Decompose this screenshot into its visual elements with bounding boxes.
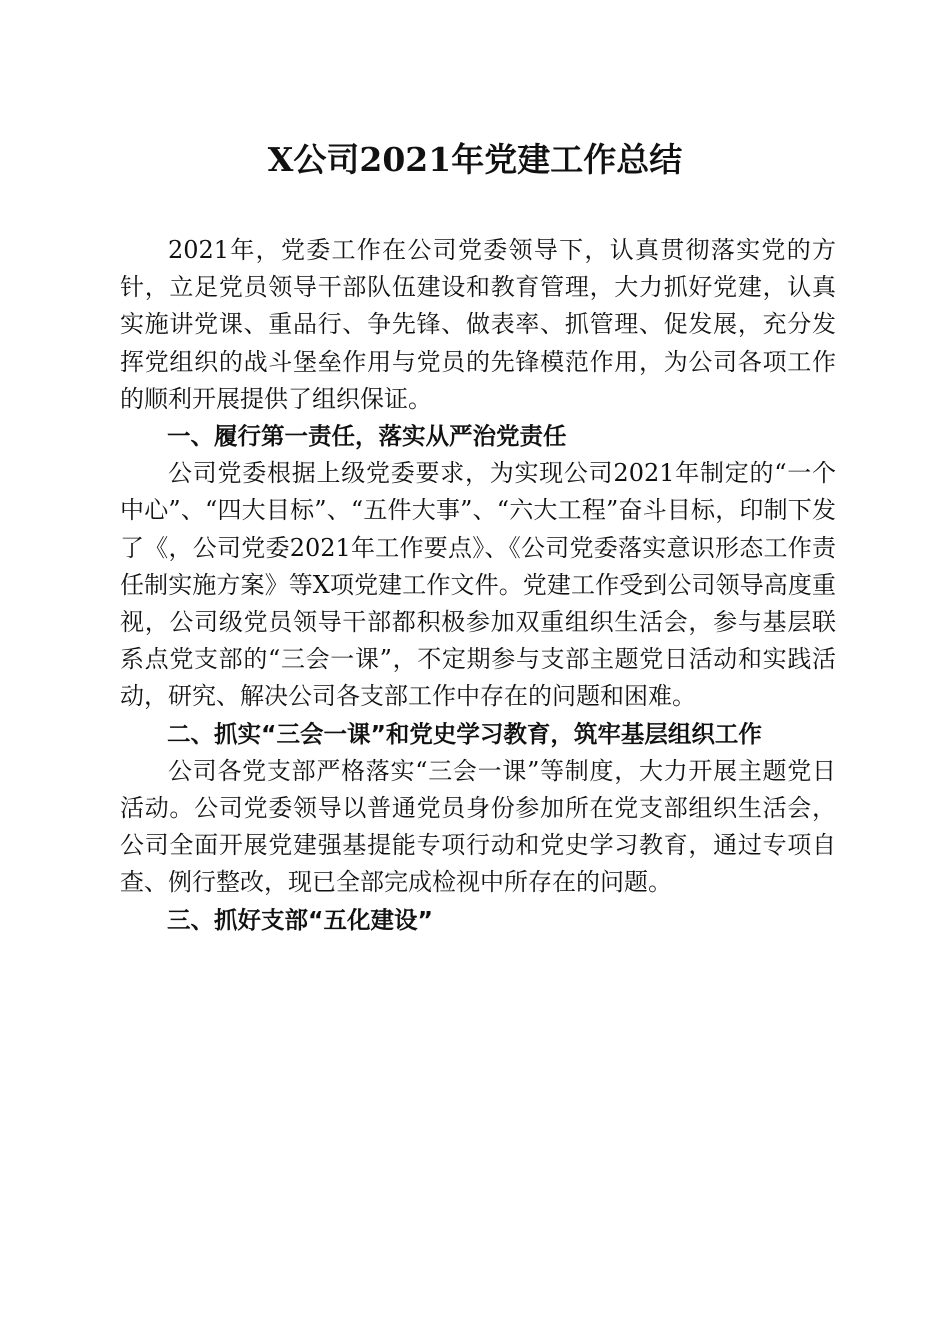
document-title: X公司2021年党建工作总结 [267, 140, 683, 179]
section-1-heading: 一、履行第一责任，落实从严治党责任 [167, 422, 567, 451]
section-3-heading: 三、抓好支部“五化建设” [167, 905, 433, 934]
section-1-paragraph: 公司党委根据上级党委要求，为实现公司2021年制定的“一个中心”、“四大目标”、“五件大事”、“六大工程”奋斗目标，印制下发了《，公司党委2021年工作要点》、《公司党委落实意识形态工作责任制实施方案》等X项党建工作文件。党建工作受到公司领导高度重视，公司级党员领导干部都积极参加双重组织生活会，参与基层联系点党支部的“三会一课”，不定期参与支部主题党日活动和实践活动，研究、解决公司各支部工作中存在的问题和困难。 [120, 459, 836, 711]
intro-paragraph: 2021年，党委工作在公司党委领导下，认真贯彻落实党的方针，立足党员领导干部队伍建设和教育管理，大力抓好党建，认真实施讲党课、重品行、争先锋、做表率、抓管理、促发展，充分发挥党组织的战斗堡垒作用与党员的先锋模范作用，为公司各项工作的顺利开展提供了组织保证。 [120, 236, 836, 413]
section-2-paragraph: 公司各党支部严格落实“三会一课”等制度，大力开展主题党日活动。公司党委领导以普通党员身份参加所在党支部组织生活会，公司全面开展党建强基提能专项行动和党史学习教育，通过专项自查、例行整改，现已全部完成检视中所存在的问题。 [120, 756, 836, 897]
document-body [120, 232, 836, 939]
section-2-heading: 二、抓实“三会一课”和党史学习教育，筑牢基层组织工作 [167, 719, 762, 748]
